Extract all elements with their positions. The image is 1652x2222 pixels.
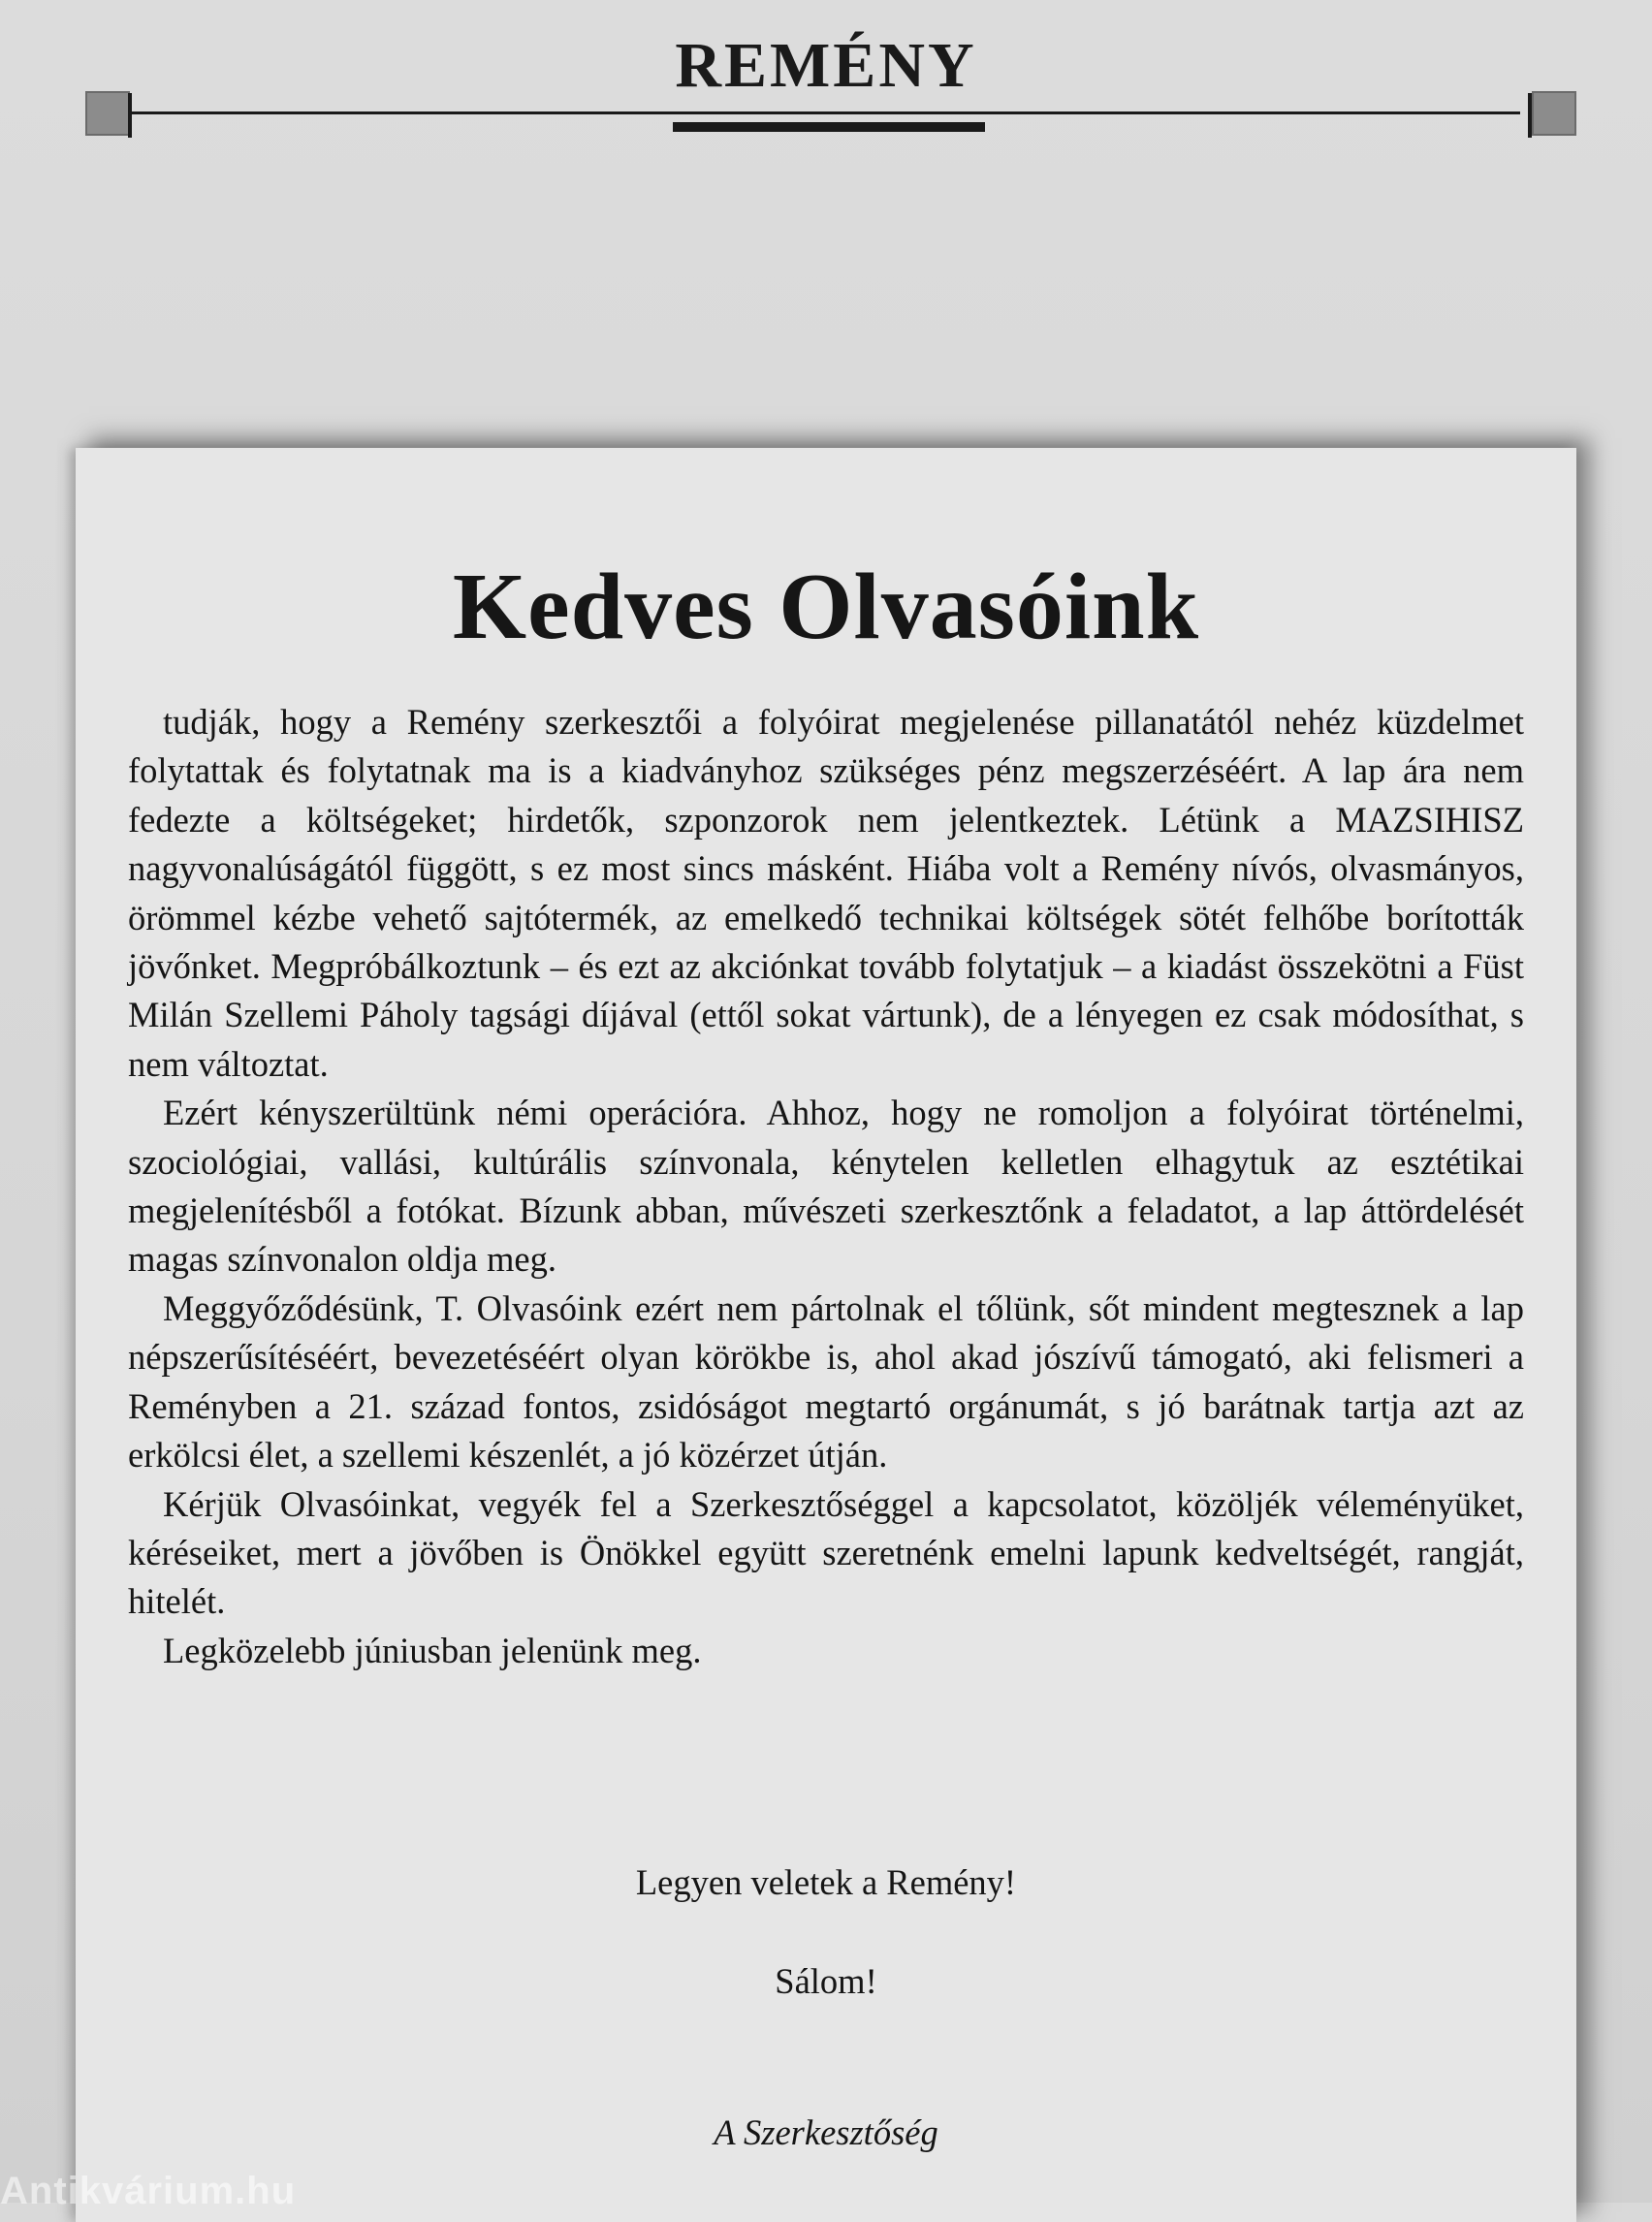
letter-paragraph: Meggyőződésünk, T. Olvasóink ezért nem pártolnak el tőlünk, sőt mindent megtesznek a lap népszerűsítéséért, bevezetéséért olyan körökbe is, ahol akad jószívű támogató, aki felismeri a Reményben a 21. század fontos, zsidóságot megtartó orgánumát, s jó barátnak tartja azt az erkölcsi élet, a szellemi készenlét, a jó közérzet útján. bbox=[128, 1287, 1524, 1476]
letter-closing-greeting: Sálom! bbox=[775, 1961, 877, 2001]
header-right-ornament bbox=[1532, 91, 1576, 136]
letter-title: Kedves Olvasóink bbox=[452, 555, 1200, 659]
letter-signature: A Szerkesztőség bbox=[714, 2112, 938, 2152]
header-left-ornament bbox=[85, 91, 130, 136]
page-header-title: REMÉNY bbox=[675, 30, 977, 101]
letter-body bbox=[128, 698, 1524, 1675]
header-rule bbox=[132, 111, 1520, 114]
letter-paragraph: tudják, hogy a Remény szerkesztői a folyóirat megjelenése pillanatától nehéz küzdelmet folytattak és folytatnak ma is a kiadványhoz szükséges pénz megszerzéséért. A lap ára nem fedezte a költségeket; hirdetők, szponzorok nem jelentkeztek. Létünk a MAZSIHISZ nagyvonalúságától függött, s ez most sincs másként. Hiába volt a Remény nívós, olvasmányos, örömmel kézbe vehető sajtótermék, az emelkedő technikai költségek sötét felhőbe borították jövőnket. Megpróbálkoztunk – és ezt az akciónkat tovább folytatjuk – a kiadást összekötni a Füst Milán Szellemi Páholy tagsági díjával (ettől sokat vártunk), de a lényegen ez csak módosíthat, s nem változtat. bbox=[128, 702, 1524, 1084]
letter-paragraph: Legközelebb júniusban jelenünk meg. bbox=[163, 1630, 702, 1670]
letter-card bbox=[76, 448, 1576, 2222]
header-left-bracket bbox=[128, 93, 132, 138]
letter-closing-blessing: Legyen veletek a Remény! bbox=[635, 1862, 1017, 1902]
watermark: Antikvárium.hu bbox=[0, 2170, 297, 2212]
letter-paragraph: Ezért kényszerültünk némi operációra. Ahhoz, hogy ne romoljon a folyóirat történelmi, szociológiai, vallási, kultúrális színvonala, kénytelen kelletlen elhagytuk az esztétikai megjelenítésből a fotókat. Bízunk abban, művészeti szerkesztőnk a feladatot, a lap áttördelését magas színvonalon oldja meg. bbox=[128, 1093, 1524, 1280]
letter-paragraph: Kérjük Olvasóinkat, vegyék fel a Szerkesztőséggel a kapcsolatot, közöljék véleményüket, kéréseiket, mert a jövőben is Önökkel együtt szeretnénk emelni lapunk kedveltségét, rangját, hitelét. bbox=[128, 1483, 1524, 1622]
header-underline bbox=[673, 122, 985, 132]
